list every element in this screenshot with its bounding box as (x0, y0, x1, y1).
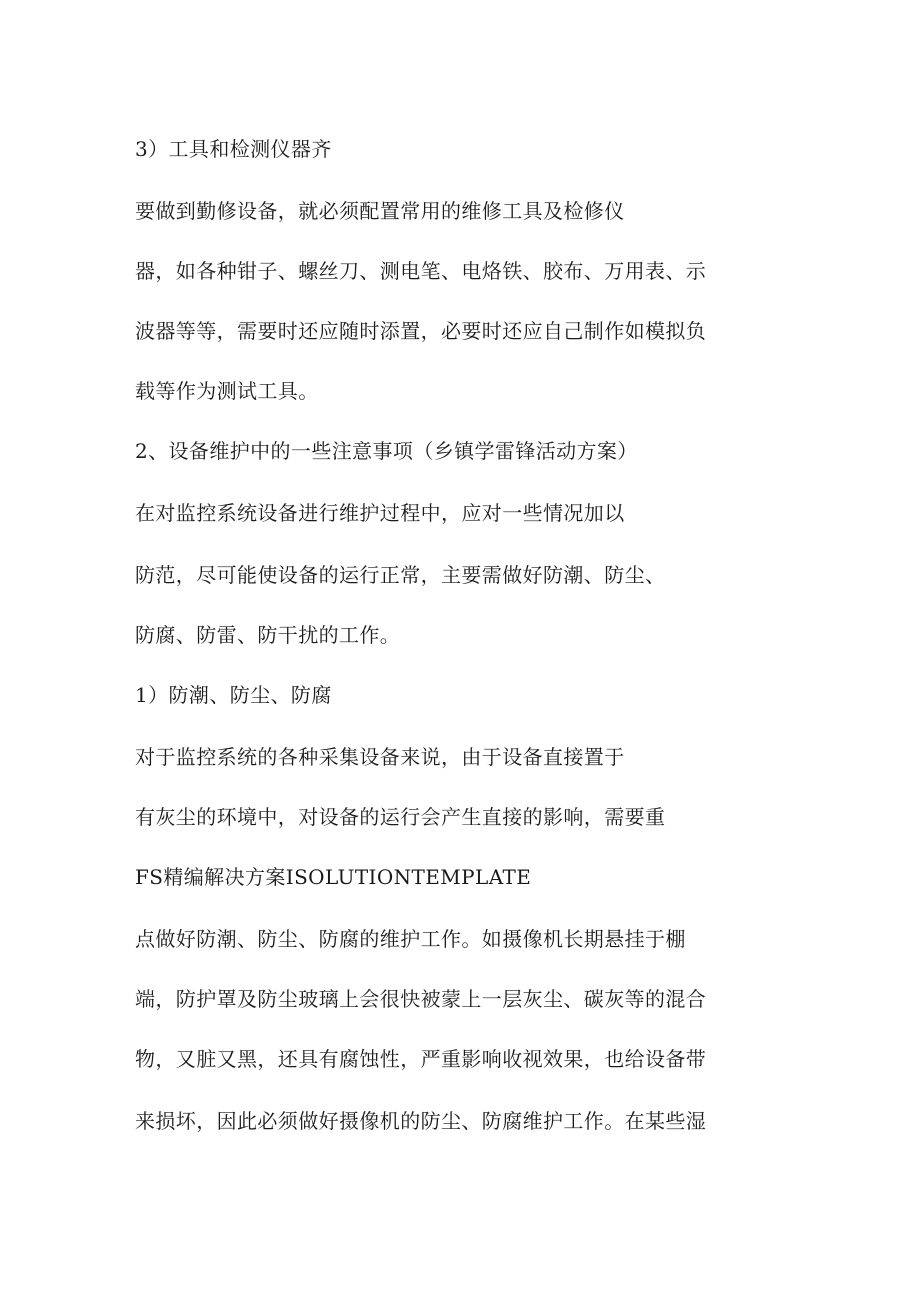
paragraph-line: 来损坏，因此必须做好摄像机的防尘、防腐维护工作。在某些湿 (135, 1109, 707, 1133)
heading-maintenance-notes: 2、设备维护中的一些注意事项（乡镇学雷锋活动方案） (135, 439, 638, 463)
paragraph-line: 防腐、防雷、防干扰的工作。 (135, 623, 401, 647)
paragraph-line: 有灰尘的环境中，对设备的运行会产生直接的影响，需要重 (135, 805, 666, 829)
paragraph-line: 点做好防潮、防尘、防腐的维护工作。如摄像机长期悬挂于棚 (135, 927, 686, 951)
paragraph-line: 端，防护罩及防尘玻璃上会很快被蒙上一层灰尘、碳灰等的混合 (135, 987, 707, 1011)
paragraph-line: 载等作为测试工具。 (135, 379, 319, 403)
template-watermark-line: FS精编解决方案ISOLUTIONTEMPLATE (135, 865, 532, 889)
paragraph-line: 要做到勤修设备，就必须配置常用的维修工具及检修仪 (135, 199, 625, 223)
heading-tools-instruments: 3）工具和检测仪器齐 (135, 137, 332, 161)
paragraph-line: 防范，尽可能使设备的运行正常，主要需做好防潮、防尘、 (135, 563, 666, 587)
paragraph-line: 器，如各种钳子、螺丝刀、测电笔、电烙铁、胶布、万用表、示 (135, 259, 707, 283)
paragraph-line: 物，又脏又黑，还具有腐蚀性，严重影响收视效果，也给设备带 (135, 1047, 707, 1071)
paragraph-line: 在对监控系统设备进行维护过程中，应对一些情况加以 (135, 501, 625, 525)
heading-moisture-dust-corrosion: 1）防潮、防尘、防腐 (135, 683, 332, 707)
paragraph-line: 对于监控系统的各种采集设备来说，由于设备直接置于 (135, 745, 625, 769)
paragraph-line: 波器等等，需要时还应随时添置，必要时还应自己制作如模拟负 (135, 319, 707, 343)
